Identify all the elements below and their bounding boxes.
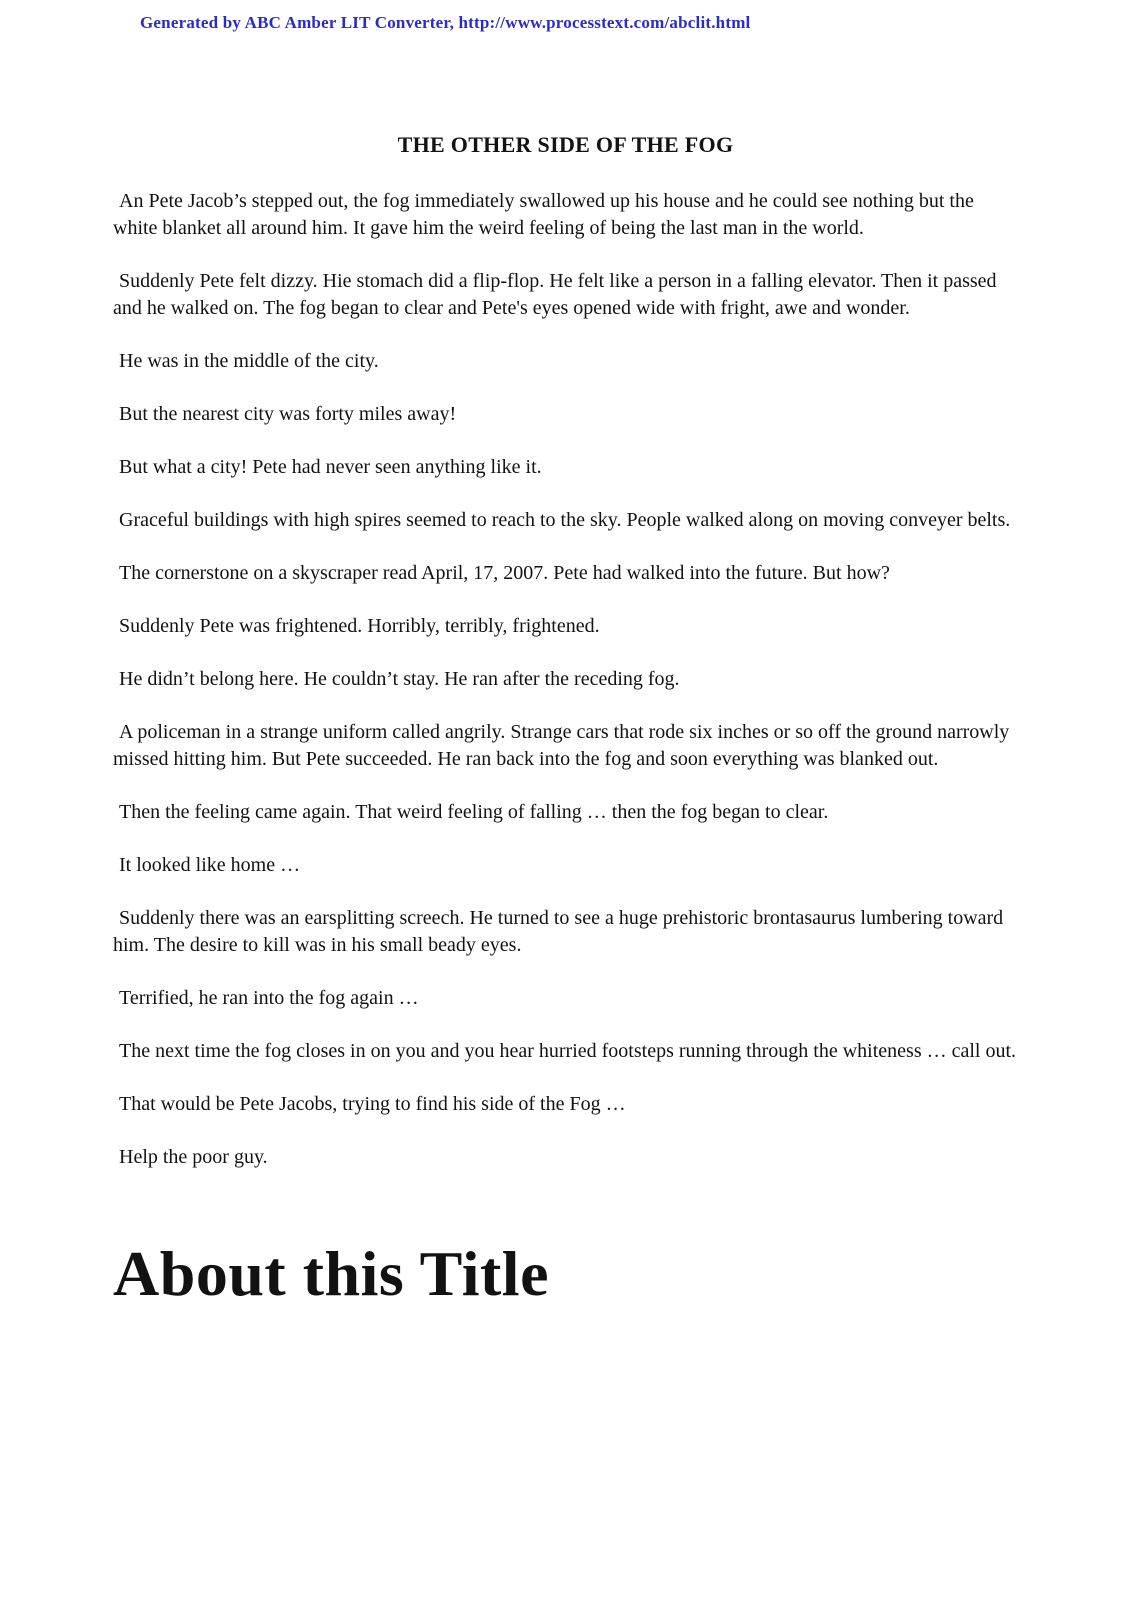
story-title: THE OTHER SIDE OF THE FOG <box>397 132 734 157</box>
story-paragraph: He was in the middle of the city. <box>119 350 379 372</box>
story-paragraph: Suddenly Pete was frightened. Horribly, terribly, frightened. <box>119 615 600 637</box>
converter-header-text: Generated by ABC Amber LIT Converter, http://www.processtext.com/abclit.html <box>140 13 751 32</box>
story-paragraph: Graceful buildings with high spires seemed to reach to the sky. People walked along on moving conveyer belts. <box>119 509 1011 531</box>
story-section <box>113 131 1018 1309</box>
story-paragraph: But what a city! Pete had never seen anything like it. <box>119 456 542 478</box>
story-paragraph: Then the feeling came again. That weird feeling of falling … then the fog began to clear. <box>119 801 829 823</box>
story-paragraph: He didn’t belong here. He couldn’t stay. He ran after the receding fog. <box>119 668 680 690</box>
story-paragraph: Terrified, he ran into the fog again … <box>119 987 419 1009</box>
story-paragraph: It looked like home … <box>119 854 301 876</box>
story-paragraph: Suddenly Pete felt dizzy. Hie stomach did a flip-flop. He felt like a person in a falling elevator. Then it passed and he walked on. The fog began to clear and Pete's eyes opened wide with fright, awe and wonder. <box>113 270 997 319</box>
story-paragraph: But the nearest city was forty miles away! <box>119 403 457 425</box>
story-paragraph: A policeman in a strange uniform called angrily. Strange cars that rode six inches or so off the ground narrowly missed hitting him. But Pete succeeded. He ran back into the fog and soon everything was blanked out. <box>113 721 1010 770</box>
story-paragraph: That would be Pete Jacobs, trying to find his side of the Fog … <box>119 1093 626 1115</box>
story-paragraph: The next time the fog closes in on you and you hear hurried footsteps running through the whiteness … call out. <box>119 1040 1017 1062</box>
story-paragraph: An Pete Jacob’s stepped out, the fog immediately swallowed up his house and he could see nothing but the white blanket all around him. It gave him the weird feeling of being the last man in the world. <box>113 190 974 239</box>
story-paragraph: The cornerstone on a skyscraper read April, 17, 2007. Pete had walked into the future. But how? <box>119 562 890 584</box>
story-paragraph: Help the poor guy. <box>119 1146 268 1168</box>
about-title-heading: About this Title <box>113 1238 549 1309</box>
story-paragraph: Suddenly there was an earsplitting screech. He turned to see a huge prehistoric brontasaurus lumbering toward him. The desire to kill was in his small beady eyes. <box>113 907 1004 956</box>
